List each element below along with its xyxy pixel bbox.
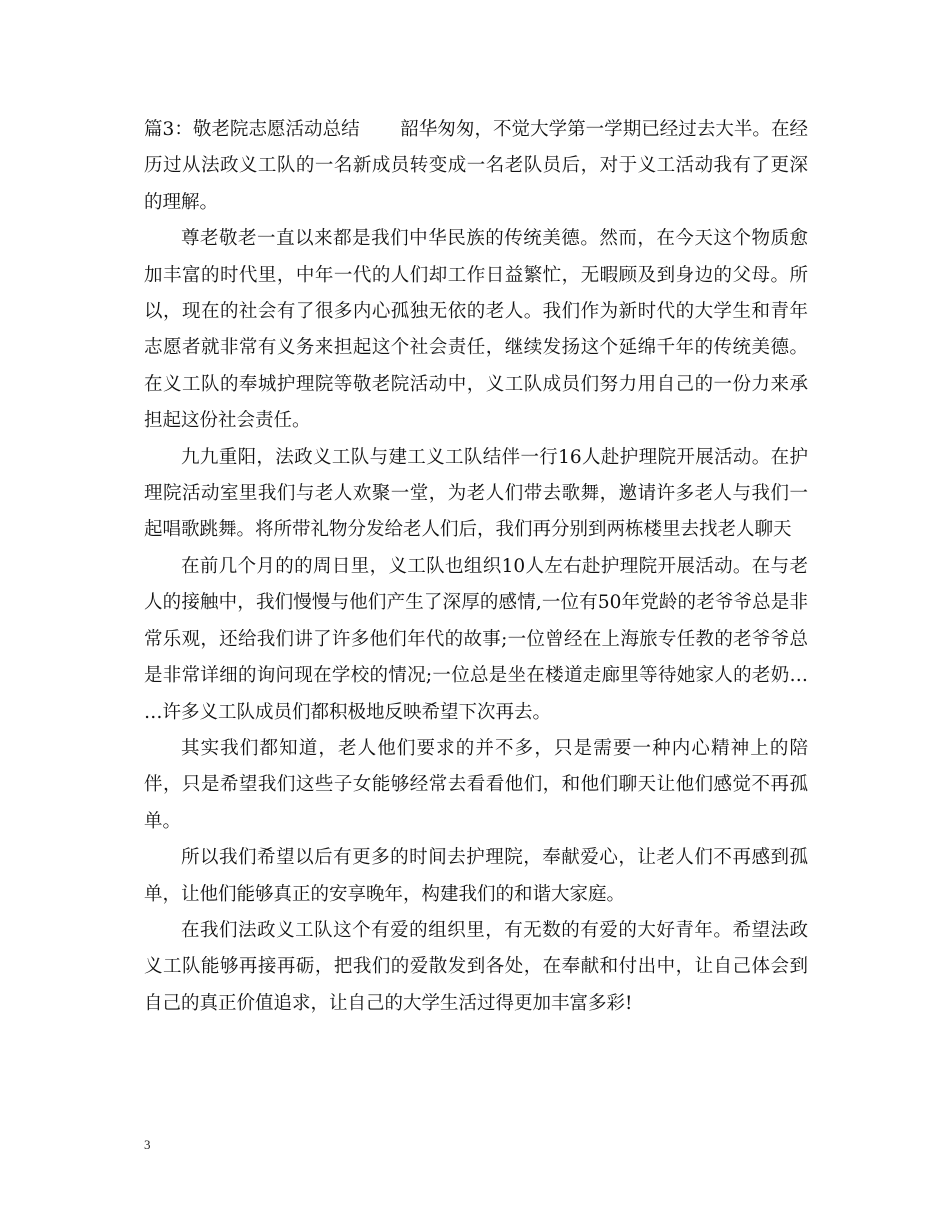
document-heading: 篇3：敬老院志愿活动总结 <box>144 119 360 140</box>
paragraph-2: 尊老敬老一直以来都是我们中华民族的传统美德。然而，在今天这个物质愈加丰富的时代里，中年一代的人们却工作日益繁忙，无暇顾及到身边的父母。所以，现在的社会有了很多内心孤独无依的老人。我们作为新时代的大学生和青年志愿者就非常有义务来担起这个社会责任，继续发扬这个延绵千年的传统美德。在义工队的奉城护理院等敬老院活动中，义工队成员们努力用自己的一份力来承担起这份社会责任。 <box>144 228 808 432</box>
paragraph-7: 在我们法政义工队这个有爱的组织里，有无数的有爱的大好青年。希望法政义工队能够再接再砺，把我们的爱散发到各处，在奉献和付出中，让自己体会到自己的真正价值追求，让自己的大学生活过得更加丰富多彩! <box>144 919 808 1014</box>
paragraph-3: 九九重阳，法政义工队与建工义工队结伴一行16人赴护理院开展活动。在护理院活动室里我们与老人欢聚一堂，为老人们带去歌舞，邀请许多老人与我们一起唱歌跳舞。将所带礼物分发给老人们后，我们再分别到两栋楼里去找老人聊天 <box>144 446 808 541</box>
paragraph-1-text: 韶华匆匆，不觉大学第一学期已经过去大半。在经历过从法政义工队的一名新成员转变成一名老队员后，对于义工活动我有了更深的理解。 <box>144 119 808 213</box>
page-number: 3 <box>144 1137 151 1152</box>
paragraph-intro <box>144 112 808 221</box>
paragraph-6: 所以我们希望以后有更多的时间去护理院，奉献爱心，让老人们不再感到孤单，让他们能够真正的安享晚年，构建我们的和谐大家庭。 <box>144 847 808 905</box>
paragraph-5: 其实我们都知道，老人他们要求的并不多，只是需要一种内心精神上的陪伴，只是希望我们这些子女能够经常去看看他们，和他们聊天让他们感觉不再孤单。 <box>144 737 808 832</box>
paragraph-4: 在前几个月的的周日里，义工队也组织10人左右赴护理院开展活动。在与老人的接触中，我们慢慢与他们产生了深厚的感情,一位有50年党龄的老爷爷总是非常乐观，还给我们讲了许多他们年代的故事;一位曾经在上海旅专任教的老爷爷总是非常详细的询问现在学校的情况;一位总是坐在楼道走廊里等待她家人的老奶… …许多义工队成员们都积极地反映希望下次再去。 <box>144 555 808 723</box>
document-body <box>144 112 808 1022</box>
